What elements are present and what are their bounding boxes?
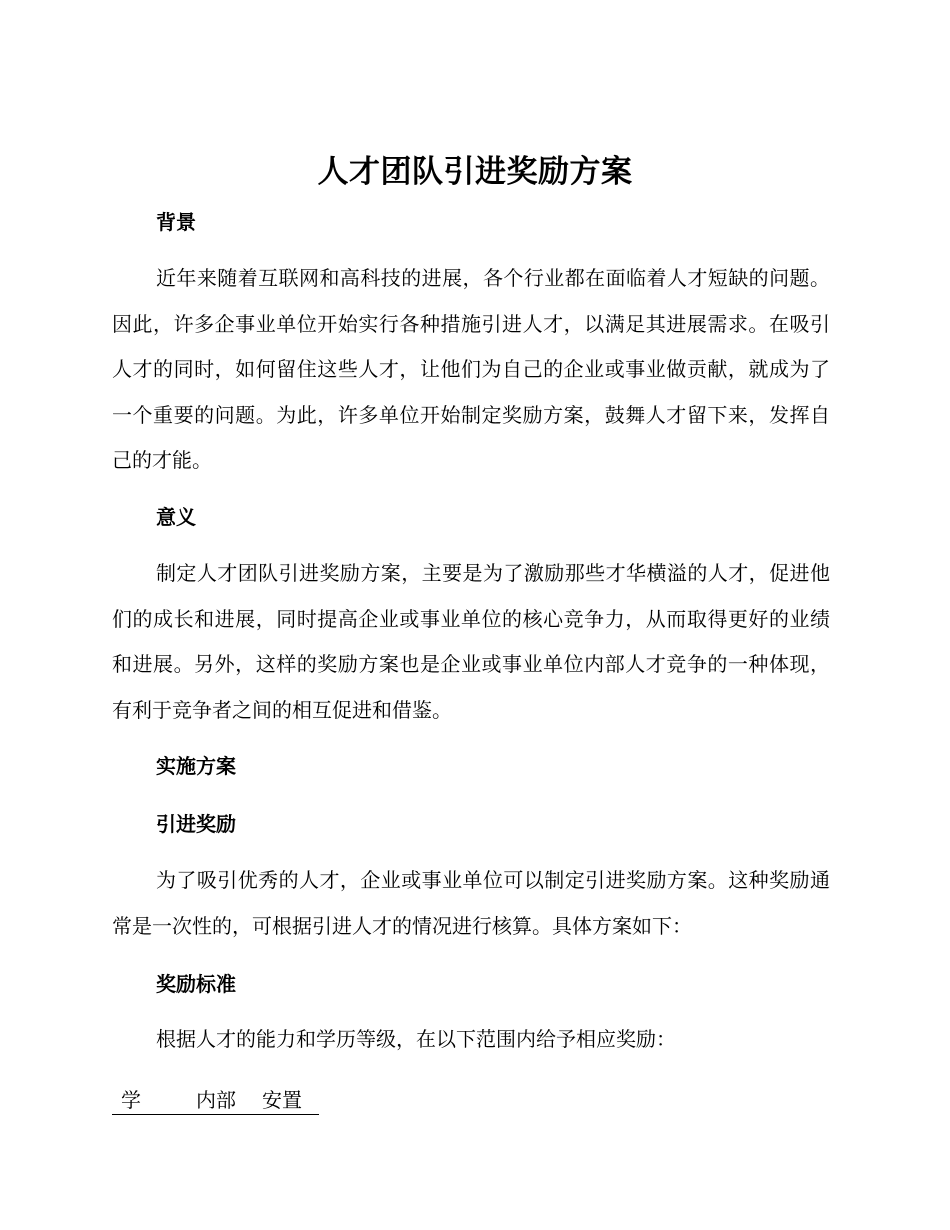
heading-background: 背景 <box>156 210 196 234</box>
document-title: 人才团队引进奖励方案 <box>317 154 633 190</box>
heading-introduction-reward: 引进奖励 <box>156 812 236 836</box>
paragraph-introduction-reward: 为了吸引优秀的人才，企业或事业单位可以制定引进奖励方案。这种奖励通常是一次性的，可根据引进人才的情况进行核算。具体方案如下： <box>112 868 830 938</box>
heading-reward-standard: 奖励标准 <box>156 972 236 996</box>
table-header-cell-internal: 内部 <box>196 1088 236 1112</box>
heading-implementation: 实施方案 <box>156 754 236 778</box>
paragraph-significance: 制定人才团队引进奖励方案，主要是为了激励那些才华横溢的人才，促进他们的成长和进展，同时提高企业或事业单位的核心竞争力，从而取得更好的业绩和进展。另外，这样的奖励方案也是企业或事业单位内部人才竞争的一种体现，有利于竞争者之间的相互促进和借鉴。 <box>112 561 830 722</box>
table-header-cell-placement: 安置 <box>262 1088 302 1112</box>
heading-significance: 意义 <box>156 505 196 529</box>
paragraph-background: 近年来随着互联网和高科技的进展，各个行业都在面临着人才短缺的问题。因此，许多企事业单位开始实行各种措施引进人才，以满足其进展需求。在吸引人才的同时，如何留住这些人才，让他们为自己的企业或事业做贡献，就成为了一个重要的问题。为此，许多单位开始制定奖励方案，鼓舞人才留下来，发挥自己的才能。 <box>112 266 830 472</box>
table-header-cell-degree: 学 <box>121 1088 141 1112</box>
paragraph-reward-standard: 根据人才的能力和学历等级，在以下范围内给予相应奖励： <box>156 1027 676 1051</box>
reward-table-header <box>112 1086 319 1115</box>
